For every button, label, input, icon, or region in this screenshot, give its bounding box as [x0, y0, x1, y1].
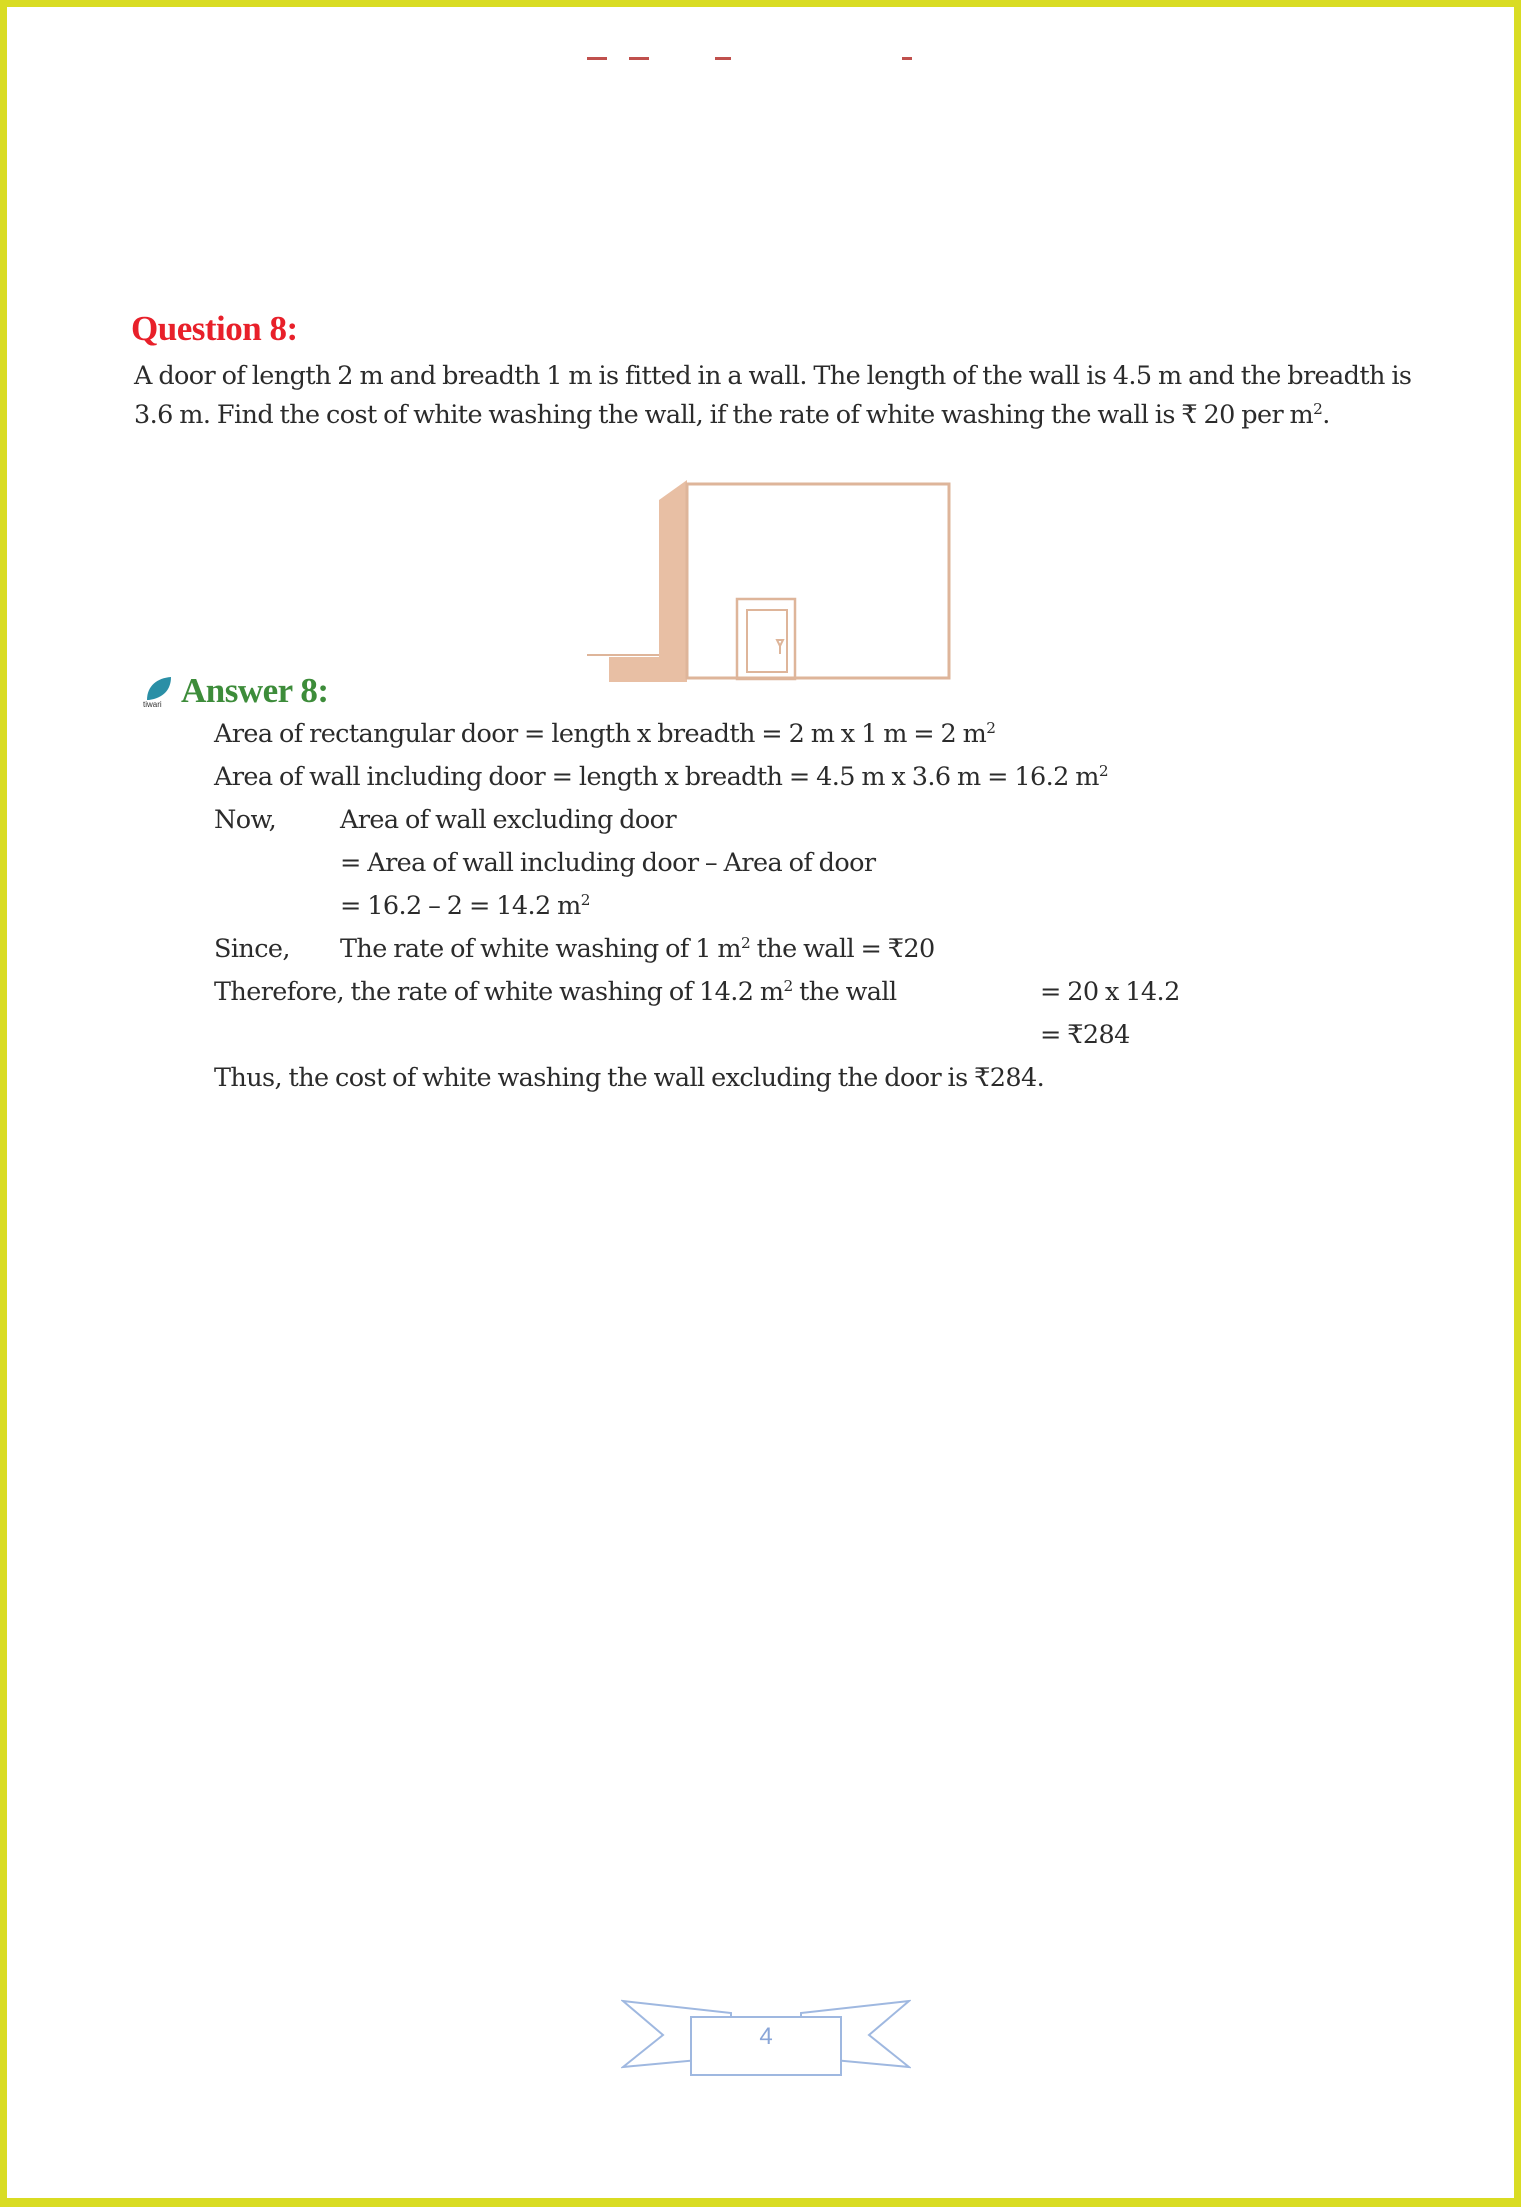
svg-text:tiwari: tiwari	[143, 700, 162, 708]
answer-line-4: = Area of wall including door – Area of door	[340, 848, 876, 878]
wall-with-door-figure	[587, 472, 977, 682]
answer-line-7-result: = 20 x 14.2	[1040, 977, 1180, 1007]
page-number: 4	[759, 2023, 773, 2050]
document-page	[7, 7, 1514, 2198]
answer-line-7: Therefore, the rate of white washing of 14.2 $m^2$ the wall	[214, 976, 897, 1007]
tiwari-leaf-logo-icon	[141, 674, 175, 708]
answer-line-1: Area of rectangular door = length x breadth = 2 m x 1 m = 2 $m^2$	[214, 718, 996, 749]
question-title: Question 8:	[131, 309, 298, 348]
answer-line-5: = 16.2 – 2 = 14.2 $m^2$	[340, 890, 590, 921]
header-title-fragment	[567, 54, 927, 64]
answer-title: tiwari Answer 8:	[143, 671, 329, 710]
answer-conclusion: Thus, the cost of white washing the wall excluding the door is ₹284.	[214, 1063, 1045, 1093]
answer-line-3-label: Now,	[214, 805, 277, 835]
answer-line-6-label: Since,	[214, 934, 290, 964]
page-number-ribbon	[621, 1997, 911, 2077]
answer-line-6: The rate of white washing of 1 $m^2$ the wall = ₹20	[340, 933, 935, 964]
answer-line-2: Area of wall including door = length x breadth = 4.5 m x 3.6 m = 16.2 $m^2$	[214, 761, 1108, 792]
answer-line-3: Area of wall excluding door	[340, 805, 677, 835]
question-text: A door of length 2 m and breadth 1 m is fitted in a wall. The length of the wall is 4.5 m and the breadth is 3.6 m. Find the cost of white washing the wall, if the rate of white washing the wall is ₹ 20 per $m^2$.	[134, 361, 1412, 430]
answer-line-8-result: = ₹284	[1040, 1020, 1130, 1050]
